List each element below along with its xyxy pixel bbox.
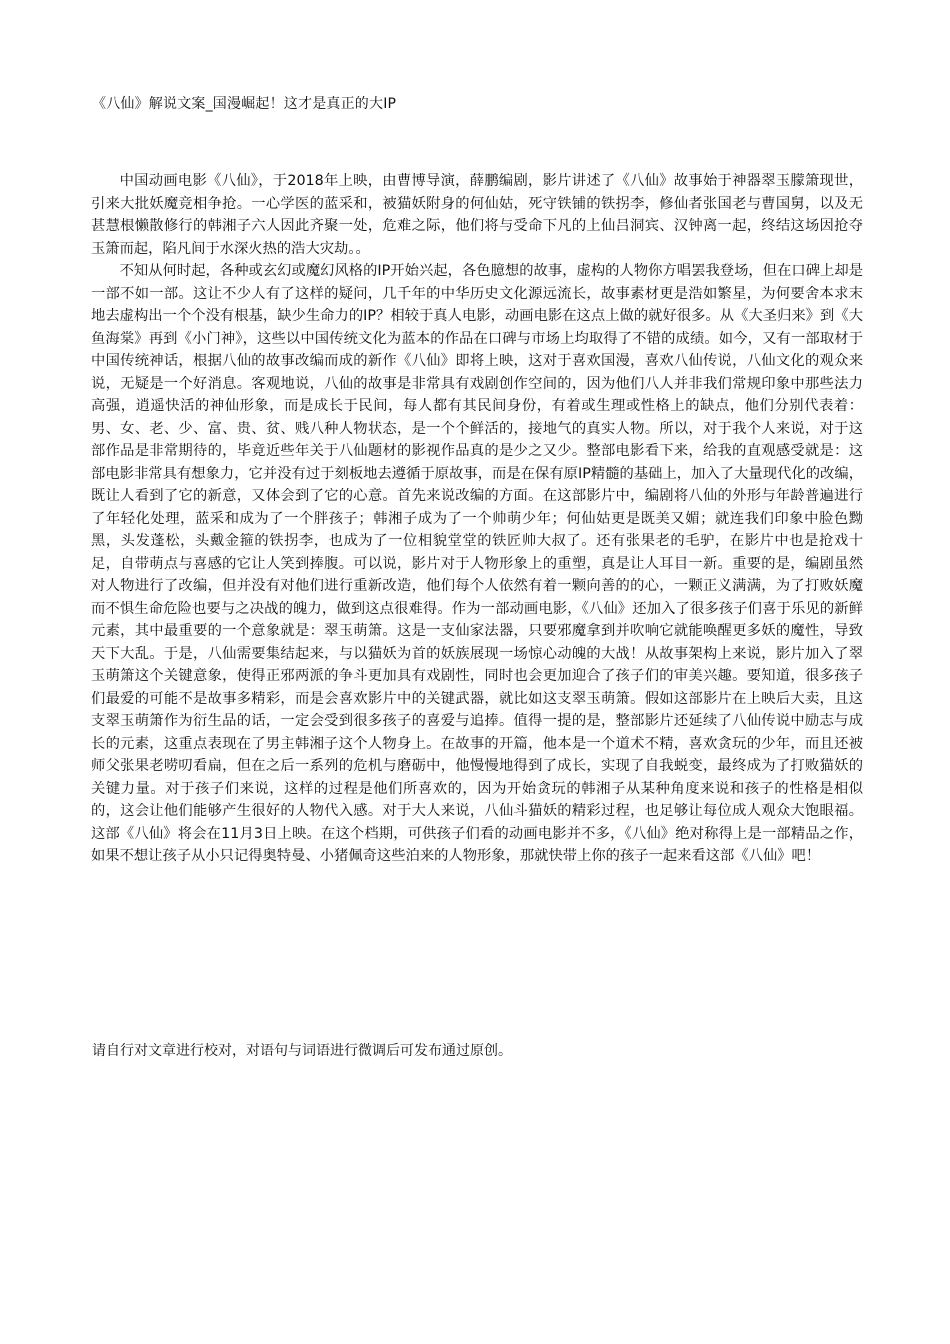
document-title: 《八仙》解说文案_国漫崛起！这才是真正的大IP <box>92 96 397 112</box>
paragraph-synopsis: 中国动画电影《八仙》，于2018年上映，由曹博导演，薛鹏编剧，影片讲述了《八仙》故事始于神器翠玉朦箫现世，引来大批妖魔竞相争抢。一心学医的蓝采和，被猫妖附身的何仙姑，死守铁铺的铁拐李，修仙者张国老与曹国舅，以及无甚慧根懒散修行的韩湘子六人因此齐聚一处，危难之际，他们将与受命下凡的上仙吕洞宾、汉钟离一起，终结这场因抢夺玉箫而起，陷凡间于水深火热的浩大灾劫。。 <box>91 173 863 257</box>
proofreading-note: 请自行对文章进行校对，对语句与词语进行微调后可发布通过原创。 <box>92 1043 512 1059</box>
article-body <box>91 170 863 868</box>
paragraph-review: 不知从何时起，各种或玄幻或魔幻风格的IP开始兴起，各色臆想的故事，虚构的人物你方唱罢我登场，但在口碑上却是一部不如一部。这让不少人有了这样的疑问，几千年的中华历史文化源远流长，故事素材更是浩如繁星，为何要舍本求末地去虚构出一个个没有根基，缺少生命力的IP？相较于真人电影，动画电影在这点上做的就好很多。从《大圣归来》到《大鱼海棠》再到《小门神》，这些以中国传统文化为蓝本的作品在口碑与市场上均取得了不错的成绩。如今，又有一部取材于中国传统神话，根据八仙的故事改编而成的新作《八仙》即将上映，这对于喜欢国漫，喜欢八仙传说，八仙文化的观众来说，无疑是一个好消息。客观地说，八仙的故事是非常具有戏剧创作空间的，因为他们八人并非我们常规印象中那些法力高强，逍遥快活的神仙形象，而是成长于民间，每人都有其民间身份，有着或生理或性格上的缺点，他们分别代表着：男、女、老、少、富、贵、贫、贱八种人物状态，是一个个鲜活的，接地气的真实人物。所以，对于我个人来说，对于这部作品是非常期待的，毕竟近些年关于八仙题材的影视作品真的是少之又少。整部电影看下来，给我的直观感受就是：这部电影非常具有想象力，它并没有过于刻板地去遵循于原故事，而是在保有原IP精髓的基础上，加入了大量现代化的改编，既让人看到了它的新意，又体会到了它的心意。首先来说改编的方面。在这部影片中，编剧将八仙的外形与年龄普遍进行了年轻化处理，蓝采和成为了一个胖孩子；韩湘子成为了一个帅萌少年；何仙姑更是既美又媚；就连我们印象中脸色黝黑，头发蓬松，头戴金箍的铁拐李，也成为了一位相貌堂堂的铁匠帅大叔了。还有张果老的毛驴，在影片中也是抢戏十足，自带萌点与喜感的它让人笑到捧腹。可以说，影片对于人物形象上的重塑，真是让人耳目一新。重要的是，编剧虽然对人物进行了改编，但并没有对他们进行重新改造，他们每个人依然有着一颗向善的的心，一颗正义满满，为了打败妖魔而不惧生命危险也要与之决战的魄力，做到这点很难得。作为一部动画电影，《八仙》还加入了很多孩子们喜于乐见的新鲜元素，其中最重要的一个意象就是：翠玉萌箫。这是一支仙家法器，只要邪魔拿到并吹响它就能唤醒更多妖的魔性，导致天下大乱。于是，八仙需要集结起来，与以猫妖为首的妖族展现一场惊心动魄的大战！从故事架构上来说，影片加入了翠玉萌箫这个关键意象，使得正邪两派的争斗更加具有戏剧性，同时也会更加迎合了孩子们的审美兴趣。要知道，很多孩子们最爱的可能不是故事多精彩，而是会喜欢影片中的关键武器，就比如这支翠玉萌箫。假如这部影片在上映后大卖，且这支翠玉萌箫作为衍生品的话，一定会受到很多孩子的喜爱与追捧。值得一提的是，整部影片还延续了八仙传说中励志与成长的元素，这重点表现在了男主韩湘子这个人物身上。在故事的开篇，他本是一个道术不精，喜欢贪玩的少年，而且还被师父张果老唠叨看扁，但在之后一系列的危机与磨砺中，他慢慢地得到了成长，实现了自我蜕变，最终成为了打败猫妖的关键力量。对于孩子们来说，这样的过程是他们所喜欢的，因为开始贪玩的韩湘子从某种角度来说和孩子的性格是相似的，这会让他们能够产生很好的人物代入感。对于大人来说，八仙斗猫妖的精彩过程，也足够让每位成人观众大饱眼福。这部《八仙》将会在11月3日上映。在这个档期，可供孩子们看的动画电影并不多，《八仙》绝对称得上是一部精品之作，如果不想让孩子从小只记得奥特曼、小猪佩奇这些泊来的人物形象，那就快带上你的孩子一起来看这部《八仙》吧！ <box>91 263 863 864</box>
